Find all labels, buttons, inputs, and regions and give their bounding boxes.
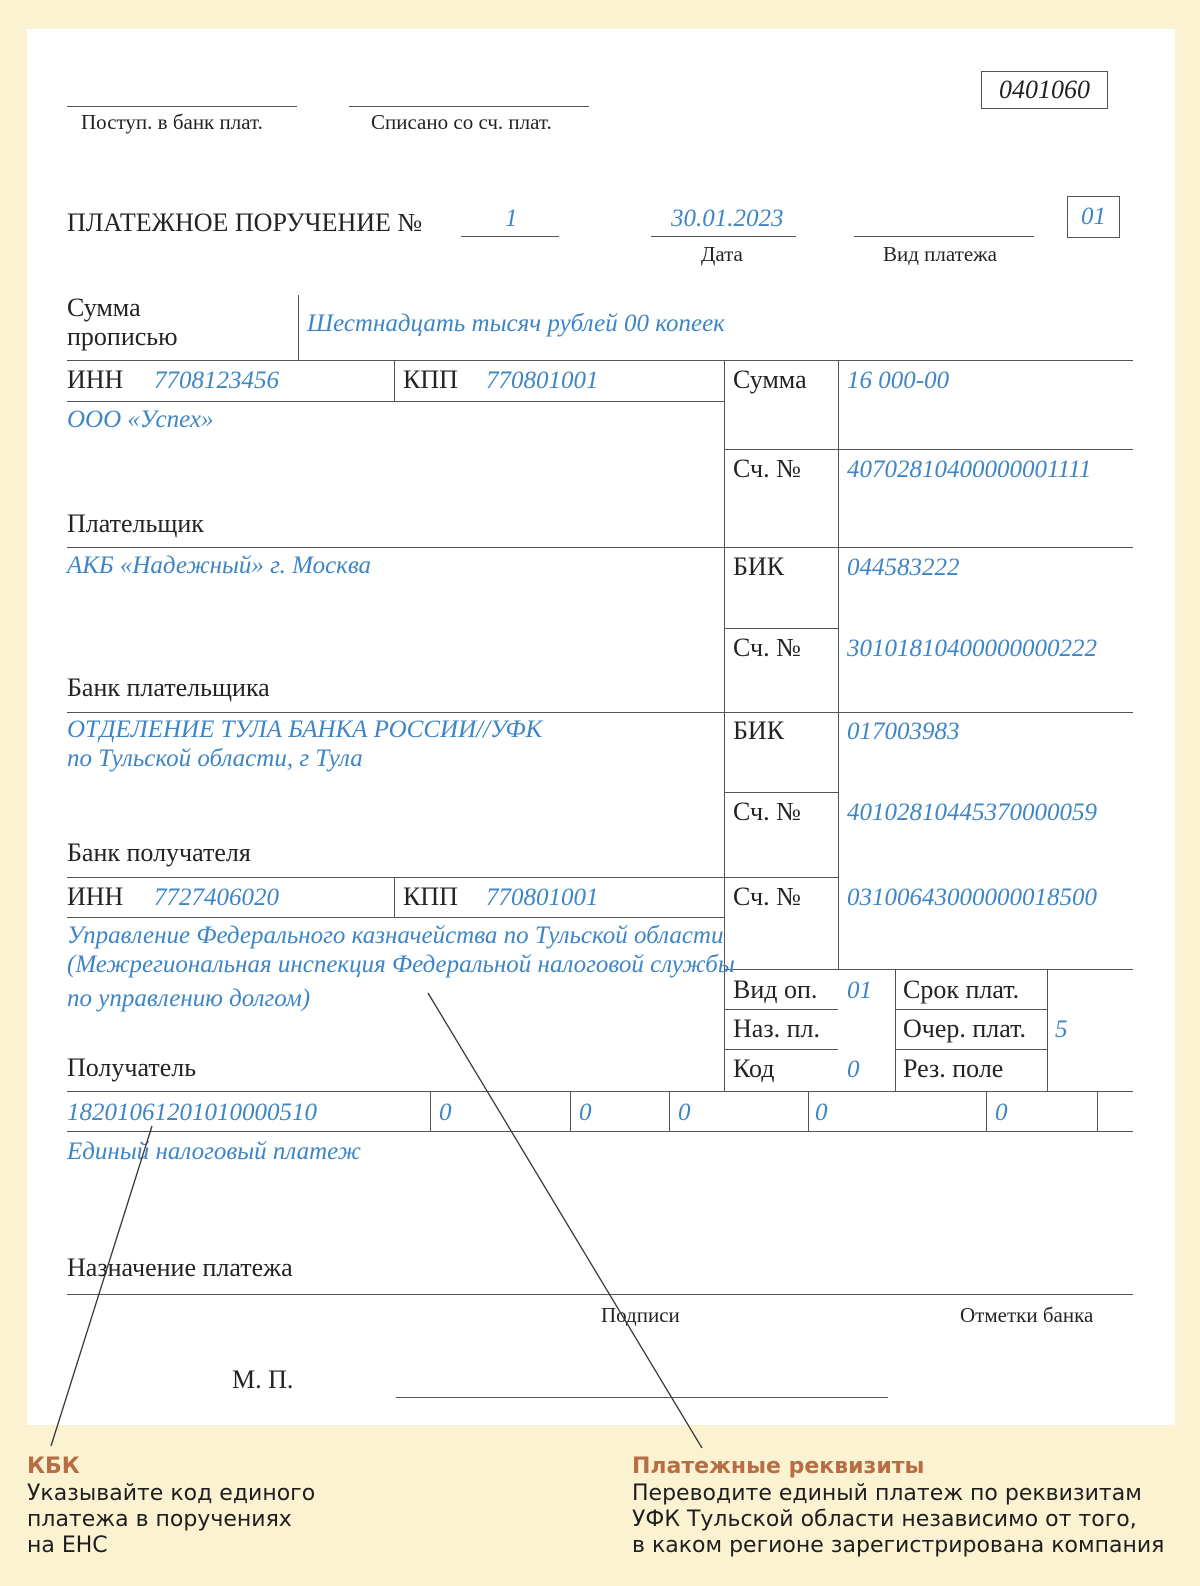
amount-words-value: Шестнадцать тысяч рублей 00 копеек <box>307 310 725 337</box>
recipient-bank-name-1: ОТДЕЛЕНИЕ ТУЛА БАНКА РОССИИ//УФК <box>67 716 543 743</box>
amount-words-label-1: Сумма <box>67 293 141 322</box>
recipient-name-1: Управление Федерального казначейства по Тульской области <box>67 922 724 949</box>
reserve-label: Рез. поле <box>903 1054 1004 1083</box>
payment-type-label: Вид платежа <box>883 242 998 266</box>
note-kbk-title: КБК <box>27 1454 80 1479</box>
code-value: 0 <box>847 1056 860 1083</box>
note-kbk-line-1: Указывайте код единого <box>27 1481 316 1506</box>
kbk-value: 18201061201010000510 <box>67 1099 317 1126</box>
priority-value: 5 <box>1055 1016 1068 1043</box>
payer-kpp: 770801001 <box>486 367 599 394</box>
recipient-bik: 017003983 <box>847 718 960 745</box>
purpose-value: Единый налоговый платеж <box>67 1138 361 1165</box>
purpose-label: Назначение платежа <box>67 1253 293 1282</box>
payer-name: ООО «Успех» <box>67 406 214 433</box>
due-label: Срок плат. <box>903 975 1020 1004</box>
payer-bank-name: АКБ «Надежный» г. Москва <box>67 552 372 579</box>
kbk-pointer-line <box>51 1126 152 1446</box>
code-label: Код <box>733 1054 775 1083</box>
op-type-label: Вид оп. <box>733 975 818 1004</box>
recipient-account: 03100643000000018500 <box>847 884 1097 911</box>
sum-value: 16 000-00 <box>847 367 950 394</box>
note-kbk-line-3: на ЕНС <box>27 1533 108 1558</box>
order-date: 30.01.2023 <box>671 205 784 232</box>
signatures-label: Подписи <box>601 1303 680 1327</box>
recipient-account-label: Сч. № <box>733 882 801 911</box>
payer-kpp-label: КПП <box>403 365 458 394</box>
sum-label: Сумма <box>733 365 807 394</box>
recipient-bank-account-label: Сч. № <box>733 797 801 826</box>
tax-field-5: 0 <box>995 1099 1008 1126</box>
payer-account-label: Сч. № <box>733 454 801 483</box>
payer-bank-account-label: Сч. № <box>733 633 801 662</box>
received-label: Поступ. в банк плат. <box>81 110 263 134</box>
form-title: ПЛАТЕЖНОЕ ПОРУЧЕНИЕ № <box>67 208 423 237</box>
recipient-name-3: по управлению долгом) <box>67 985 311 1012</box>
recipient-bik-label: БИК <box>733 716 785 745</box>
recipient-kpp-label: КПП <box>403 882 458 911</box>
recipient-bank-label: Банк получателя <box>67 838 251 867</box>
payer-bik-label: БИК <box>733 552 785 581</box>
op-type: 01 <box>847 977 872 1004</box>
note-kbk-line-2: платежа в поручениях <box>27 1507 292 1532</box>
form-code: 0401060 <box>999 75 1090 104</box>
note-requisites-line-1: Переводите единый платеж по реквизитам <box>632 1481 1142 1506</box>
purpose-code-label: Наз. пл. <box>733 1014 820 1043</box>
payer-inn: 7708123456 <box>154 367 279 394</box>
note-requisites-line-2: УФК Тульской области независимо от того, <box>632 1507 1137 1532</box>
note-requisites-title: Платежные реквизиты <box>632 1454 925 1479</box>
tax-field-2: 0 <box>579 1099 592 1126</box>
date-label: Дата <box>701 242 743 266</box>
payer-inn-label: ИНН <box>67 365 124 394</box>
tax-field-4: 0 <box>815 1099 828 1126</box>
recipient-inn: 7727406020 <box>154 884 279 911</box>
payer-bank-account: 30101810400000000222 <box>847 635 1097 662</box>
tax-field-3: 0 <box>678 1099 691 1126</box>
recipient-label: Получатель <box>67 1053 197 1082</box>
payer-bank-label: Банк плательщика <box>67 673 270 702</box>
requisites-pointer-line <box>428 993 702 1448</box>
recipient-name-2: (Межрегиональная инспекция Федеральной налоговой службы <box>67 951 735 978</box>
priority-label: Очер. плат. <box>903 1014 1027 1043</box>
payer-label: Плательщик <box>67 509 204 538</box>
order-number: 1 <box>505 205 518 232</box>
payer-account: 40702810400000001111 <box>847 456 1092 483</box>
payer-bik: 044583222 <box>847 554 960 581</box>
recipient-bank-account: 40102810445370000059 <box>847 799 1097 826</box>
status-code: 01 <box>1081 203 1106 230</box>
recipient-kpp: 770801001 <box>486 884 599 911</box>
bank-marks-label: Отметки банка <box>960 1303 1094 1327</box>
tax-field-1: 0 <box>439 1099 452 1126</box>
note-requisites-line-3: в каком регионе зарегистрирована компания <box>632 1533 1165 1558</box>
recipient-inn-label: ИНН <box>67 882 124 911</box>
amount-words-label-2: прописью <box>67 322 178 351</box>
debited-label: Списано со сч. плат. <box>371 110 552 134</box>
recipient-bank-name-2: по Тульской области, г Тула <box>67 745 363 772</box>
stamp-label: М. П. <box>232 1365 294 1394</box>
